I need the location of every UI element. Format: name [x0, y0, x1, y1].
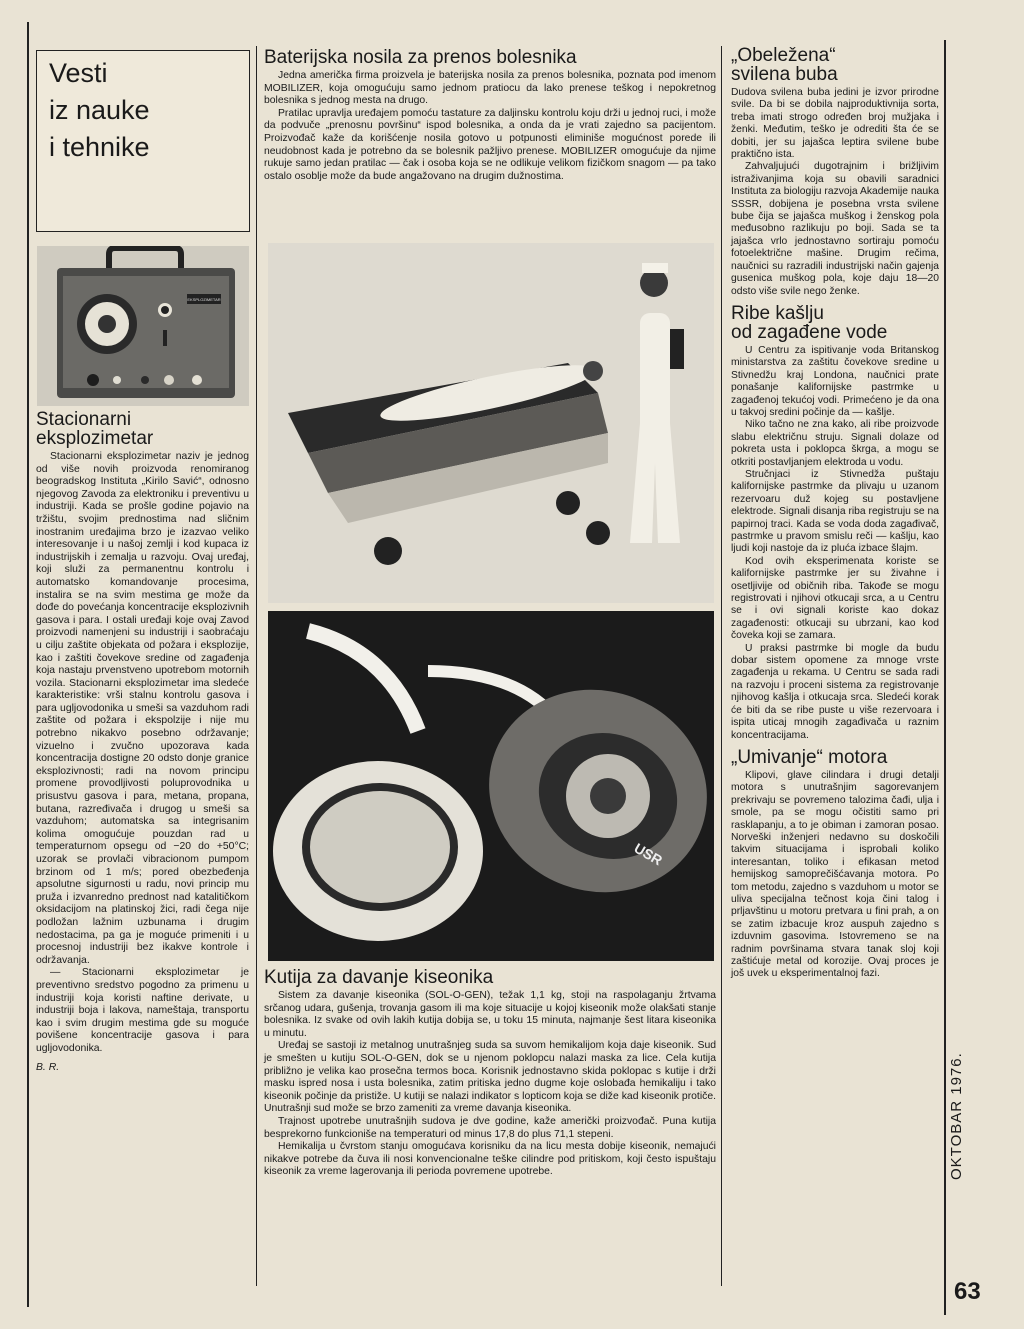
- article-paragraph: Sistem za davanje kiseonika (SOL-O-GEN), težak 1,1 kg, stoji na raspolaganju žrtvama srčanog udara, gušenja, trovanja gasom ili ma koje situacije u kojoj kiseonik može olakšati stanje bolesnika. Iz svake od ovih lakih kutija dobija se, u toku 15 minuta, najmanje šest litara kiseonika u minutu.: [264, 990, 716, 1039]
- article-paragraph: Dudova svilena buba jedini je izvor prirodne svile. Da bi se dobila najproduktivnija sorta, treba imati strogo određen broj mužjaka i ženki. Međutim, teško je odrediti šta će se dobiti, jer su jajašca leptira svilene bube praktično ista.: [731, 87, 939, 161]
- article-heading-ribe-kaslju: [731, 304, 939, 342]
- section-title-line-2: iz nauke: [49, 95, 150, 125]
- column-rule-2: [721, 46, 722, 1286]
- heading-line-2: eksplozimetar: [36, 428, 154, 449]
- article-eksplozimetar: [36, 410, 249, 1074]
- right-margin-rule: [944, 40, 946, 1315]
- article-paragraph: Uređaj se sastoji iz metalnog unutrašnjeg suda sa suvom hemikalijom koja daje kiseonik. Sud je smešten u kutiju SOL-O-GEN, dok se u njenom poklopcu nalazi maska za lice. Cela kutija približno je velika kao prosečna termos boca. Korisnik jednostavno skida poklopac s kutije i drži masku ispred nosa i usta bolesnika, zatim pritiska jedno dugme koje oslobađa hemikaliju i tako kiseonik počinje da pristiže. U kutiji se nalazi indikator s lopticom koja se diže kad kiseonik protiče. Unutrašnji sud može se brzo zameniti za vreme davanja kiseonika.: [264, 1040, 716, 1115]
- article-body-2: — Stacionarni eksplozimetar je preventivno sredstvo pogodno za primenu u industriji koja koristi naftine derivate, u industriji boja i lakova, nameštaja, transportu kao i svim drugim mestima gde su moguće povišene koncentracije gasova i para ugljovodonika.: [36, 967, 249, 1054]
- panel-label: EKSPLOZIMETAR: [187, 297, 221, 302]
- page-number: 63: [954, 1278, 981, 1305]
- column-rule-1: [256, 46, 257, 1286]
- device-illustration: [37, 246, 249, 406]
- heading-line-1: Stacionarni: [36, 409, 132, 430]
- column-right: [731, 46, 939, 981]
- section-title-line-1: Vesti: [49, 58, 108, 88]
- article-heading: Baterijska nosila za prenos bolesnika: [264, 47, 577, 68]
- heading-line-2: svilena buba: [731, 64, 838, 85]
- section-title-box: [36, 50, 250, 232]
- section-title-line-3: i tehnike: [49, 132, 150, 162]
- article-paragraph: Niko tačno ne zna kako, ali ribe proizvode slabu električnu struju. Signali dolaze od pokreta usta i poklopca škrga, a mogu se otkriti postavljanjem elektroda u vodu.: [731, 419, 939, 468]
- article-paragraph: Jedna američka firma proizvela je baterijska nosila za prenos bolesnika, poznata pod imenom MOBILIZER, koja omogućuju samo jednom pratiocu da lako prenese teškog i nepokretnog bolesnika s jednog mesta na drugo.: [264, 70, 716, 107]
- article-paragraph: Klipovi, glave cilindara i drugi detalji motora s unutrašnjim sagorevanjem prekrivaju se povremeno talozima čađi, ulja i smole, pa se mogu očistiti samo pri rasklapanju, a to je obiman i zamoran posao. Norveški inženjeri nedavno su doskočili takvim situacijama i isprobali koliko interesantan, toliko i efikasan metod hemijskog samoprečišćavanja motora. Po tom metodu, zajedno s vazduhom u motor se uliva specijalna tečnost koja čini talog i prljavštinu u motoru pretvara u fini prah, a on se zatim izbacuje kroz auspuh zajedno s izduvnim gasovima. Istovremeno se na radnim površinama stvara tanak sloj koji zaštićuje metal od korozije. Ovaj proces je još uvek u eksperimentalnoj fazi.: [731, 769, 939, 980]
- left-margin-rule: [27, 22, 29, 1307]
- article-heading-svilena-buba: [731, 46, 939, 84]
- article-signature: B. R.: [36, 1061, 60, 1073]
- article-heading: Kutija za davanje kiseonika: [264, 967, 494, 988]
- heading-line-1: „Obeležena“: [731, 45, 836, 66]
- stretcher-photo: [268, 243, 714, 603]
- article-paragraph: U Centru za ispitivanje voda Britanskog ministarstva za zaštitu čovekove sredine u Stivnedžu kraj Londona, naučnici prate ponašanje kalifornijske pastrmke u zagađenoj tekućoj vodi. Primećeno je da ona u takvoj sredini počinje da — kašlje.: [731, 344, 939, 418]
- article-paragraph: Kod ovih eksperimenata koriste se kalifornijske pastrmke jer su živahne i osetljivije od običnih riba. Takođe se mogu registrovati i njihovi otkucaji srca, a u Centru se i ovi signali koriste kao dokaz zagađenosti: otkucaji su ubrzani, kao kod čoveka koji se zamara.: [731, 555, 939, 642]
- article-heading-umivanje-motora: „Umivanje“ motora: [731, 746, 888, 768]
- eksplozimetar-photo: [37, 246, 249, 406]
- article-kutija-kiseonika: [264, 968, 716, 1179]
- article-body: Stacionarni eksplozimetar naziv je jednog od više novih proizvoda renomiranog beogradskog Instituta „Kirilo Savić“, odnosno njegovog Zavoda za elektroniku i preventivu u industriji. Kada se prošle godine pojavio na tržištu, svojim prednostima nad sličnim inostranim uređajima brzo je izazvao veliko interesovanje i u našoj zemlji i kod kupaca iz industrijskih i zemalja u razvoju. Ovaj uređaj, koji služi za permanentnu kontrolu i automatsko komandovanje procesima, instalira se na svim mestima ge može da dođe do povećanja koncentracije eksplozivnih gasova i para. I ostali uređaji koje ovaj Zavod proizvodi namenjeni su industriji i saobraćaju u cilju zaštite objekata od požara i eksplozije, kao i zaštiti čovekove sredine od zagađenja koja nastaju prvenstveno upotrebom motornih vozila. Stacionarni eksplozimetar ima sledeće karakteristike: vrši stalnu kontrolu gasova i para ugljovodonika u smeši sa vazduhom radi zaštite od požara i ekspolzije i nije mu potrebno nikakvo posebno održavanje; vizuelno i zvučno upozorava kada koncentracija dostigne 20 odsto donje granice eksplozivnosti; radi na novom principu promene provodljivosti poluprovodnika u prisustvu gasova i para, metana, propana, butana, razređivača i drugog u smeši sa vazduhom; automatska sa integrisanim kolima omogućuje pouzdan rad u temperaturnom opsegu od −20 do +50°C; uzorak se provlači vibracionom pumpom brzinom od 1 m/s; pored obezbeđenja apsolutne sigurnosti u radu, novi princip mu pruža i izvanredno prednost nad katalitičkom oksidacijom na platinskoj žici, radi čega nije podložan lažnim uzbunama i drugim nedostacima, pa ga je moguće primeniti i u procesnoj industriji bez ikakve kontrole i održavanja.: [36, 451, 249, 966]
- article-paragraph: Trajnost upotrebe unutrašnjih sudova je dve godine, kaže američki proizvođač. Puna kutija besprekorno funkcioniše na temperaturi od minus 17,8 do plus 71,1 stepeni.: [264, 1115, 716, 1140]
- stretcher-illustration: [268, 243, 714, 603]
- article-paragraph: Hemikalija u čvrstom stanju omogućava korisniku da na licu mesta dobije kiseonik, nemajući nikakve potrebe da čuva ili nosi konvencionalne teške cilindre pod pritiskom, koji često ispuštaju kiseonik za vreme lagerovanja ili perioda povremene upotrebe.: [264, 1141, 716, 1178]
- article-paragraph: Zahvaljujući dugotrajnim i brižljivim istraživanjima koja su obavili saradnici Instituta za biologiju razvoja Akademije nauka SSSR, dobijena je posebna vrsta svilene bube čija se jajašca muškog i ženskog pola međusobno razlikuju po boji. Sada se ta jajašca vrlo jednostavno sortiraju pomoću fotoelektrične mašine. Drugim rečima, naučnici su razradili industrijski način gajenja gusenica muškog pola, koje daju 18—20 odsto više svile nego ženke.: [731, 161, 939, 297]
- issue-date: OKTOBAR 1976.: [948, 1052, 965, 1180]
- article-paragraph: U praksi pastrmke bi mogle da budu dobar sistem opomene za mnoge vrste zagađenja u rekama. U Centru se sada radi na razvoju i proceni sistema za registrovanje njihovog kašlja i otkucaja srca. Sledeći korak će biti da se ribe puste u više rezervoara i ispita uticaj mnogih zagađivača u raznim koncentracijama.: [731, 642, 939, 741]
- heading-line-1: Ribe kašlju: [731, 302, 824, 324]
- article-heading: [36, 410, 249, 448]
- device-label: USR: [631, 839, 666, 869]
- heading-line-2: od zagađene vode: [731, 321, 888, 343]
- article-paragraph: Pratilac upravlja uređajem pomoću tastature za daljinsku kontrolu koju drži u jednoj ruci, i može da podvuče „prenosnu površinu“ ispod bolesnika, a onda da je vrati zajedno sa pacijentom. Proizvođač kaže da korišćenje nosila gotovo u potpunosti eliminiše mogućnost porede ili neudobnost kada je potrebno da se bolesnik pažljivo prenese. MOBILIZER omogućuje da njime rukuje samo jedan pratilac — čak i osoba koja se ne odlikuje velikom fizičkom snagom — pa tako ostalo osoblje može da bude angažovano na drugim dužnostima.: [264, 107, 716, 182]
- article-paragraph: Stručnjaci iz Stivnedža puštaju kalifornijske pastrmke da plivaju u uzanom rezervoaru duž kojeg su postavljene elektrode. Signali disanja riba registruju se na papirnoj traci. Kada se voda doda zagađivač, pastrmke u pravom smislu reči — kašlju, kao ljudi koji nastoje da iz pluća izbace šlajm.: [731, 468, 939, 555]
- article-baterijska-nosila: [264, 48, 716, 183]
- oxygen-box-photo: [268, 611, 714, 961]
- oxygen-box-illustration: [268, 611, 714, 961]
